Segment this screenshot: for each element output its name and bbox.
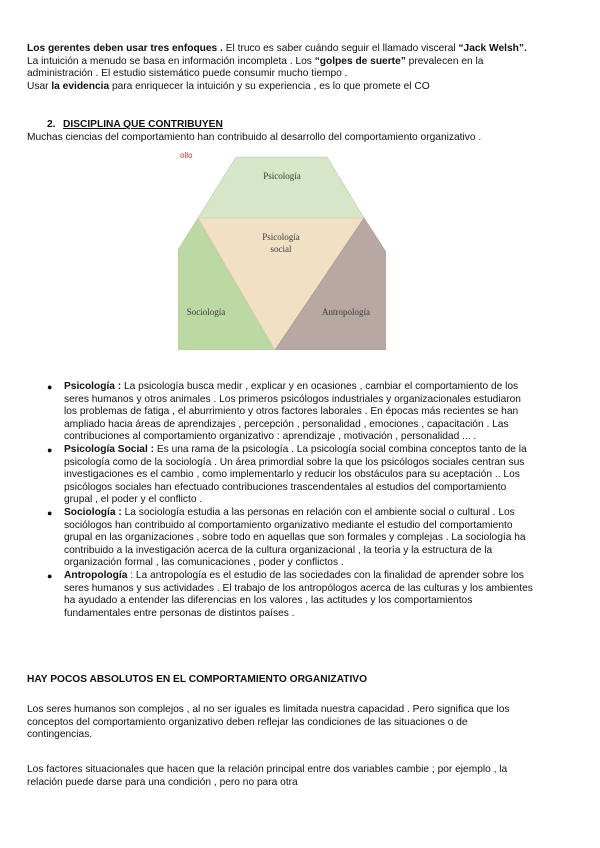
intro-line-4: [27, 81, 577, 94]
intro-line-1: [27, 43, 577, 56]
bullet-text: seres humanos y otros animales . Los primeros psicólogos industriales y organizacionales estudiaron: [64, 393, 521, 405]
bullet-text: sociólogos han contribuido al comportamiento organizativo mediante el estudio del comportamiento: [64, 519, 513, 531]
paragraph-line: conceptos del comportamiento organizativo deben reflejar las condiciones de las situaciones o de: [27, 716, 468, 728]
section-2-title: DISCIPLINA QUE CONTRIBUYEN: [63, 119, 223, 130]
bullet-text: contribuido a la investigación acerca de la cultura organizacional , la teoría y la estructura de la: [64, 544, 493, 556]
list-item: [47, 507, 577, 570]
bullet-text: fundamentales entre personas de distintos países .: [64, 607, 295, 619]
paragraph-line: relación puede darse para una condición , pero no para otra: [27, 776, 298, 788]
section-3-heading: HAY POCOS ABSOLUTOS EN EL COMPORTAMIENTO ORGANIZATIVO: [27, 674, 367, 685]
diagram-label-social-1: Psicología: [262, 232, 300, 242]
intro-text-1: El truco es saber cuándo seguir el llamado visceral: [222, 43, 459, 54]
bullet-text: organización formal , las comunicaciones , poder y conflictos .: [64, 557, 344, 569]
disciplines-diagram: [178, 150, 386, 350]
bullet-text: La sociología estudia a las personas en relación con el ambiente social o cultural . Los: [121, 506, 515, 518]
section-2-heading: [47, 119, 223, 132]
disciplines-list: [47, 381, 577, 620]
diagram-label-social-2: social: [270, 244, 292, 254]
bullet-text: ha ayudado a entender las diferencias en los valores , las actitudes y los comportamientos: [64, 595, 473, 607]
bullet-text: contribuciones al comportamiento organizativo : aprendizaje , motivación , personalidad ... .: [64, 431, 477, 443]
section-3-paragraph-1: [27, 704, 577, 742]
diagram-label-antropologia: Antropología: [322, 307, 370, 317]
paragraph-line: contingencias.: [27, 729, 93, 741]
list-item: [47, 444, 577, 507]
paragraph-line: Los seres humanos son complejos , al no ser iguales es limitada nuestra capacidad . Pero significa que los: [27, 704, 510, 715]
diagram-label-psicologia: Psicología: [263, 171, 301, 181]
bullet-text: seres humanos y sus actividades . El trabajo de los antropólogos acerca de las culturas y los ambientes: [64, 582, 533, 594]
intro-paragraph: [27, 43, 577, 93]
bullet-text: Es una rama de la psicología . La psicología social combina conceptos tanto de la: [154, 443, 527, 455]
bullet-text: grupal en las organizaciones , sobre todo en aquellas que son formales y complejas . La sociología ha: [64, 532, 526, 544]
bullet-text: La psicología busca medir , explicar y en ocasiones , cambiar el comportamiento de los: [121, 381, 519, 392]
bullet-text: psicología como de la sociología . Un área primordial sobre la que los psicólogos sociales centran sus: [64, 456, 525, 468]
section-3-paragraph-2: [27, 764, 577, 789]
section-2-number: 2.: [47, 119, 56, 130]
bullet-text: : La antropología es el estudio de las sociedades con la finalidad de aprender sobre los: [127, 569, 524, 581]
intro-bold-1: Los gerentes deben usar tres enfoques .: [27, 43, 223, 54]
bullet-text: los problemas de fatiga , el aburrimiento y otros factores laborales . En épocas más recientes se han: [64, 406, 519, 418]
intro-text-2: La intuición a menudo se basa en información incompleta . Los: [27, 55, 315, 67]
intro-quote-2: “golpes de suerte”: [314, 55, 406, 67]
intro-pre-4: Usar: [27, 80, 52, 92]
diagram-label-sociologia: Sociología: [186, 307, 226, 317]
bullet-term: Sociología :: [64, 506, 122, 518]
intro-line-3: administración . El estudio sistemático puede consumir mucho tiempo .: [27, 68, 348, 80]
intro-bold-4: la evidencia: [51, 80, 110, 92]
bullet-text: ampliado hacia áreas de aprendizajes , percepción , personalidad , emociones , capacitación . Las: [64, 418, 509, 430]
bullet-term: Psicología :: [64, 381, 122, 392]
bullet-text: investigaciones es el cambio , como implementarlo y reducir los obstáculos para su aceptación .. Los: [64, 469, 520, 481]
intro-rest-2: prevalecen en la: [405, 55, 484, 67]
list-item: [47, 381, 577, 444]
bullet-text: psicólogos sociales han efectuado contribuciones trascendentales al estudios del comportamiento: [64, 481, 507, 493]
bullet-text: grupal , el poder y el conflicto .: [64, 494, 203, 506]
section-2-intro: Muchas ciencias del comportamiento han contribuido al desarrollo del comportamiento organizativo .: [27, 132, 482, 143]
paragraph-line: Los factores situacionales que hacen que la relación principal entre dos variables cambie ; por ejemplo , la: [27, 764, 508, 775]
bullet-term: Psicología Social :: [64, 443, 155, 455]
diagram-corner-label: ollo: [180, 151, 193, 160]
list-item: [47, 570, 577, 620]
intro-quote-1: “Jack Welsh”.: [458, 43, 527, 54]
bullet-term: Antropología: [64, 569, 128, 581]
intro-line-2: [27, 56, 577, 69]
intro-rest-4: para enriquecer la intuición y su experiencia , es lo que promete el CO: [109, 80, 430, 92]
